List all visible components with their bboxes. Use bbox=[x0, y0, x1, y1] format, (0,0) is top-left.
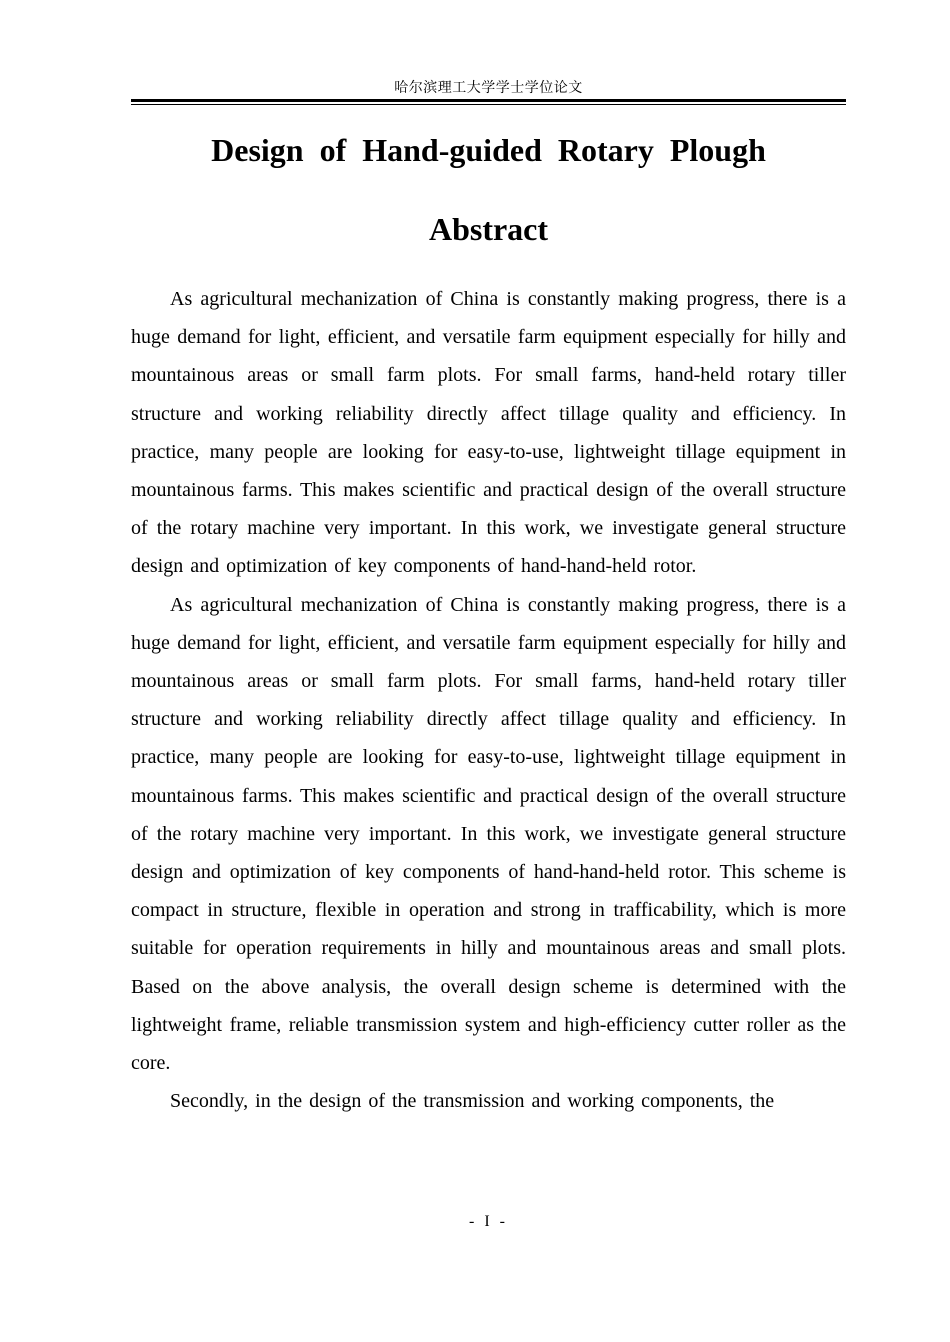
page-number: - I - bbox=[469, 1213, 508, 1230]
document-title: Design of Hand-guided Rotary Plough bbox=[211, 132, 766, 168]
abstract-heading: Abstract bbox=[428, 211, 549, 247]
header-rule-thick bbox=[131, 99, 846, 102]
abstract-body bbox=[131, 280, 846, 1120]
header-rule-thin bbox=[131, 104, 846, 105]
abstract-paragraph-1: As agricultural mechanization of China is constantly making progress, there is a huge demand for light, efficient, and versatile farm equipment especially for hilly and mountainous areas or small farm plots. For small farms, hand-held rotary tiller structure and working reliability directly affect tillage quality and efficiency. In practice, many people are looking for easy-to-use, lightweight tillage equipment in mountainous farms. This makes scientific and practical design of the overall structure of the rotary machine very important. In this work, we investigate general structure design and optimization of key components of hand-hand-held rotor. bbox=[131, 288, 846, 578]
running-header: 哈尔滨理工大学学士学位论文 bbox=[394, 80, 583, 96]
abstract-paragraph-3: Secondly, in the design of the transmission and working components, the bbox=[170, 1090, 775, 1113]
abstract-paragraph-2: As agricultural mechanization of China is constantly making progress, there is a huge demand for light, efficient, and versatile farm equipment especially for hilly and mountainous areas or small farm plots. For small farms, hand-held rotary tiller structure and working reliability directly affect tillage quality and efficiency. In practice, many people are looking for easy-to-use, lightweight tillage equipment in mountainous farms. This makes scientific and practical design of the overall structure of the rotary machine very important. In this work, we investigate general structure design and optimization of key components of hand-hand-held rotor. This scheme is compact in structure, flexible in operation and strong in trafficability, which is more suitable for operation requirements in hilly and mountainous areas and small plots. Based on the above analysis, the overall design scheme is determined with the lightweight frame, reliable transmission system and high-efficiency cutter roller as the core. bbox=[131, 593, 846, 1075]
